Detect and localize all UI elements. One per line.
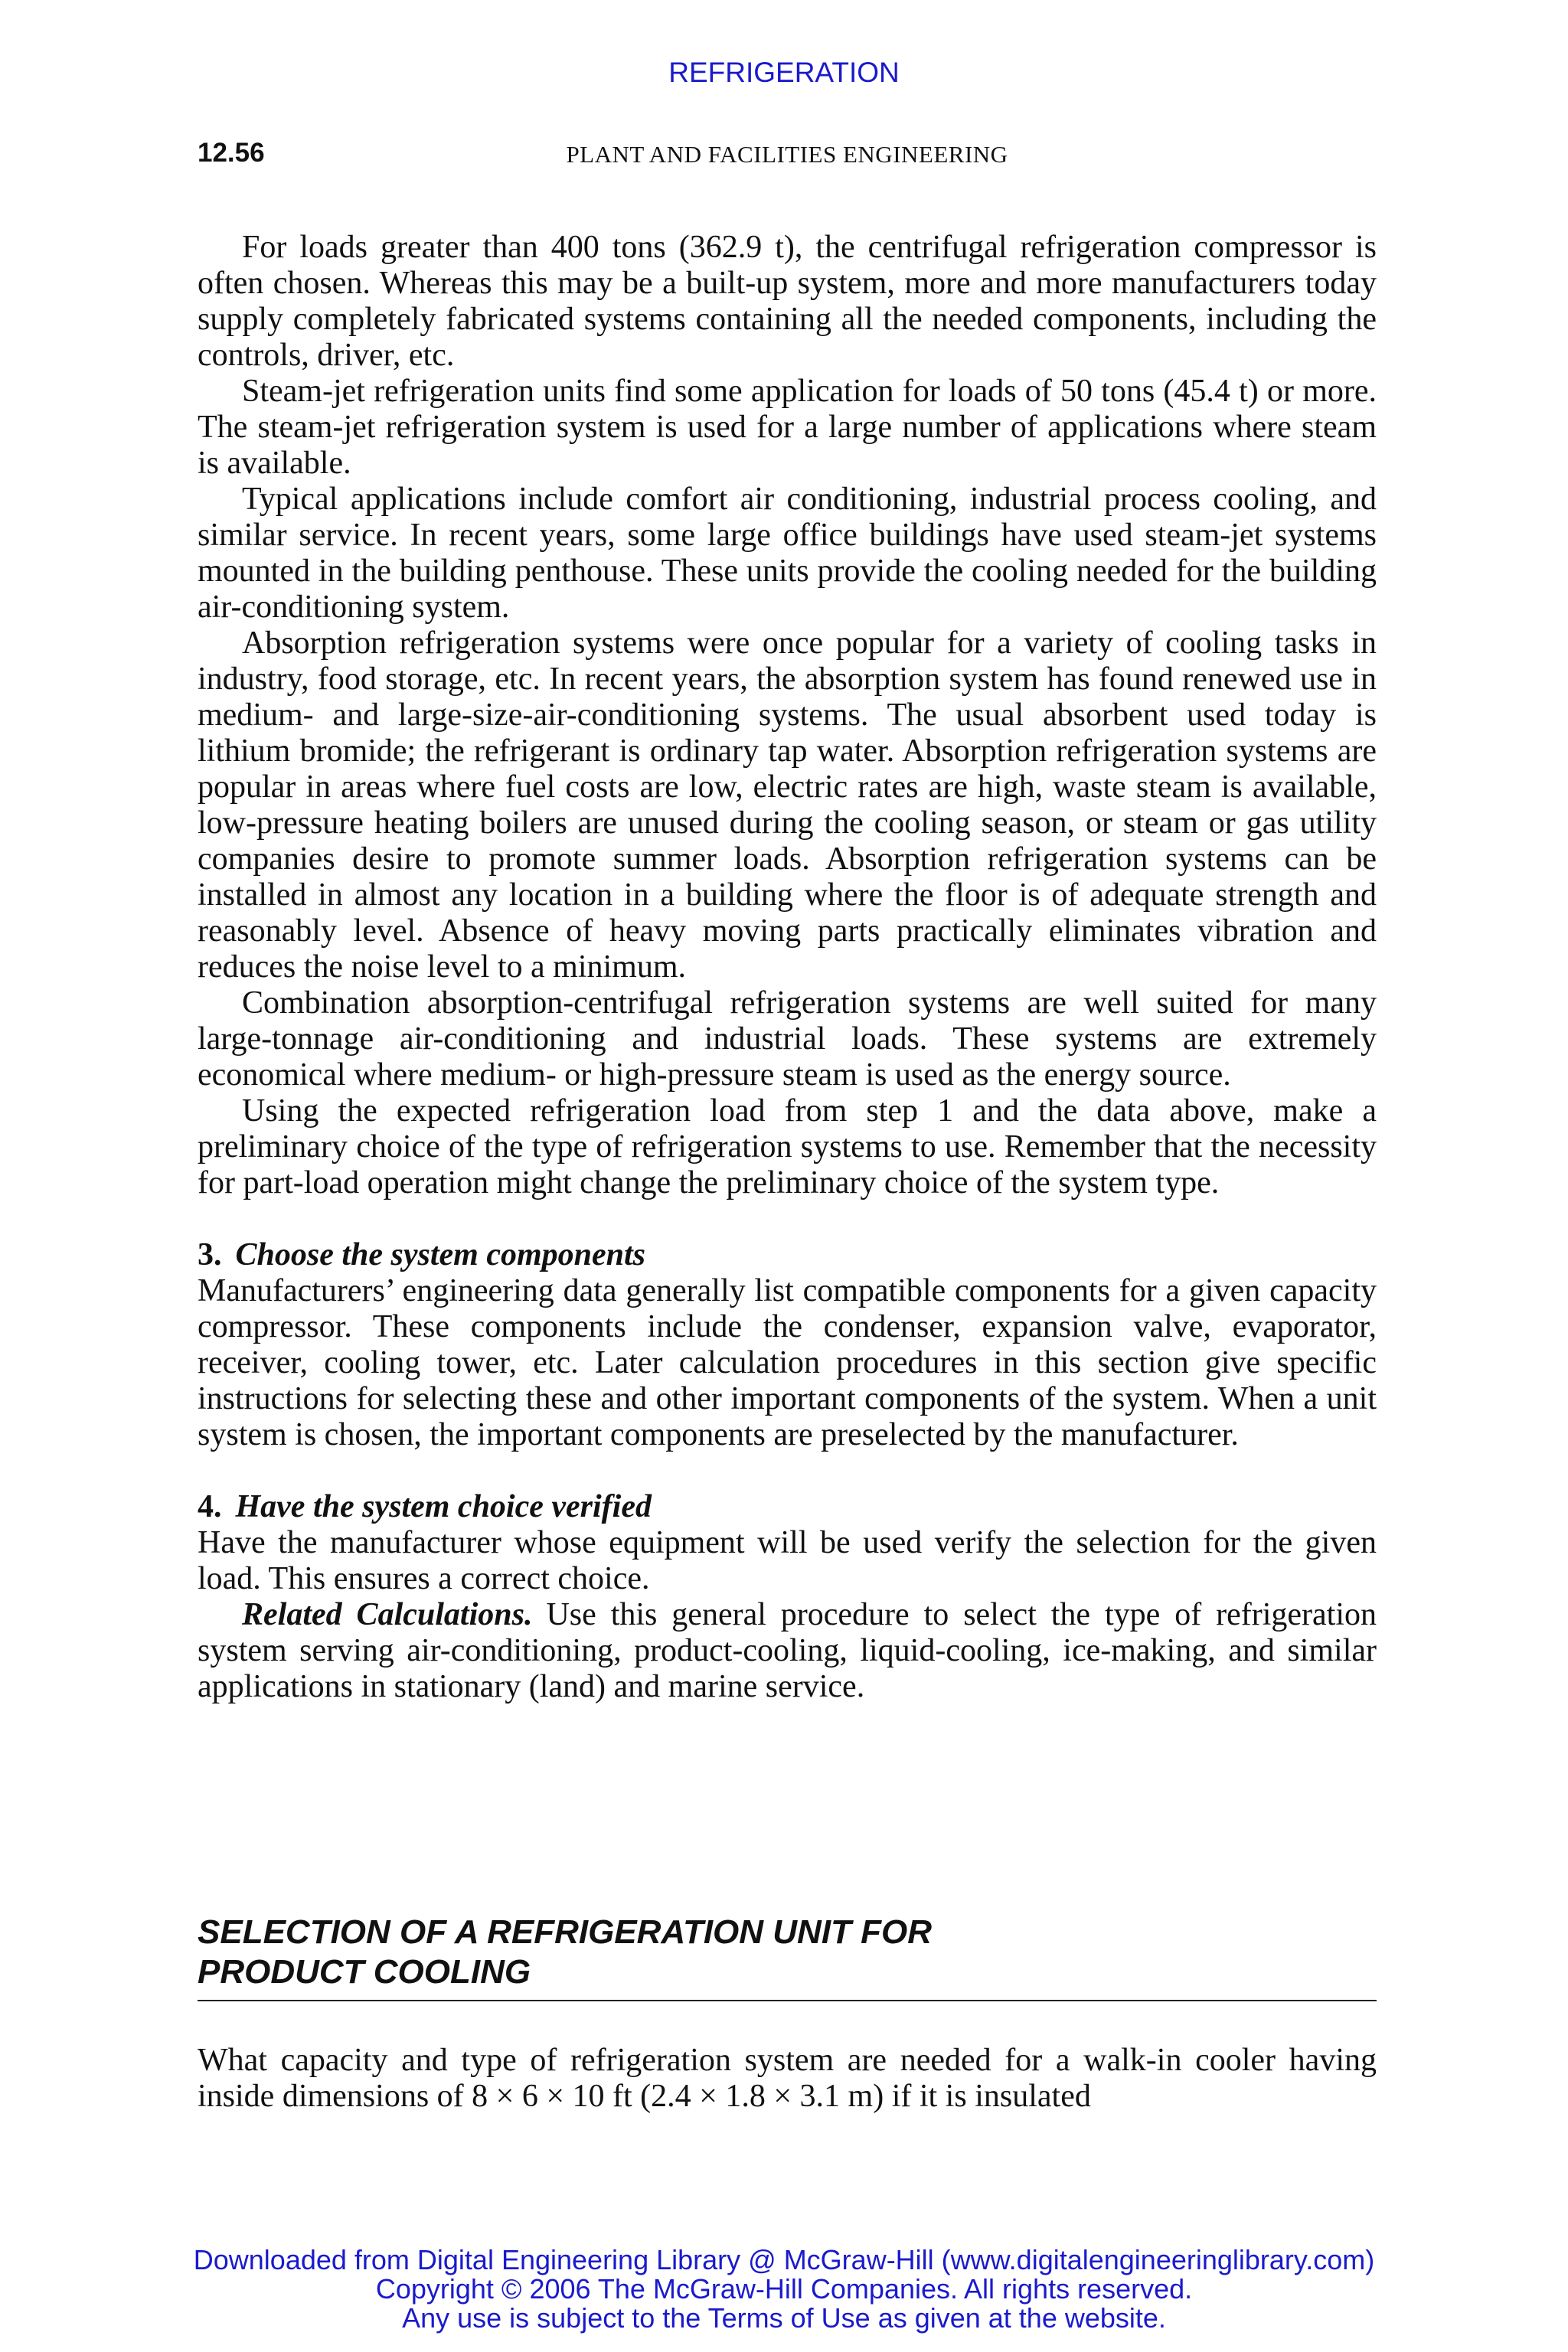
step-3	[198, 1237, 1377, 1453]
step-3-title: Choose the system components	[235, 1237, 646, 1272]
footer-download-line[interactable]: Downloaded from Digital Engineering Library @ McGraw-Hill (www.digitalengineeringlibrary.com)	[193, 2244, 1375, 2275]
paragraph-combination: Combination absorption-centrifugal refrigeration systems are well suited for many large-tonnage air-conditioning and industrial loads. These systems are extremely economical where medium- or high-pressure steam is used as the energy source.	[198, 985, 1377, 1093]
paragraph-absorption: Absorption refrigeration systems were once popular for a variety of cooling tasks in industry, food storage, etc. In recent years, the absorption system has found renewed use in medium- and large-size-air-conditioning systems. The usual absorbent used today is lithium bromide; the refrigerant is ordinary tap water. Absorption refrigeration systems are popular in areas where fuel costs are low, electric rates are high, waste steam is available, low-pressure heating boilers are unused during the cooling season, or steam or gas utility companies desire to promote summer loads. Absorption refrigeration systems can be installed in almost any location in a building where the floor is of adequate strength and reasonably level. Absence of heavy moving parts practically eliminates vibration and reduces the noise level to a minimum.	[198, 626, 1377, 985]
step-4-number: 4.	[198, 1489, 222, 1524]
related-calculations	[198, 1597, 1377, 1705]
footer-terms-line: Any use is subject to the Terms of Use as given at the website.	[402, 2302, 1166, 2334]
section-problem-text: What capacity and type of refrigeration system are needed for a walk-in cooler having inside dimensions of 8 × 6 × 10 ft (2.4 × 1.8 × 3.1 m) if it is insulated	[198, 2043, 1377, 2114]
step-3-number: 3.	[198, 1237, 222, 1272]
book-title: PLANT AND FACILITIES ENGINEERING	[566, 141, 1008, 168]
section-heading-line-1: SELECTION OF A REFRIGERATION UNIT FOR	[198, 1913, 933, 1951]
footer	[0, 2246, 1568, 2333]
step-3-text: Manufacturers’ engineering data generally list compatible components for a given capacity compressor. These components include the condenser, expansion valve, evaporator, receiver, cooling tower, etc. Later calculation procedures in this section give specific instructions for selecting these and other important components of the system. When a unit system is chosen, the important components are preselected by the manufacturer.	[198, 1273, 1377, 1452]
related-calculations-label: Related Calculations.	[242, 1597, 533, 1632]
step-4-title: Have the system choice verified	[235, 1489, 652, 1524]
step-4	[198, 1489, 1377, 1705]
paragraph-steam-jet: Steam-jet refrigeration units find some application for loads of 50 tons (45.4 t) or more. The steam-jet refrigeration system is used for a large number of applications where steam is available.	[198, 374, 1377, 481]
section-heading	[198, 1913, 1377, 2001]
step-3-heading	[198, 1237, 1377, 1273]
paragraph-centrifugal: For loads greater than 400 tons (362.9 t), the centrifugal refrigeration compressor is often chosen. Whereas this may be a built-up system, more and more manufacturers today supply completely fabricated systems containing all the needed components, including the controls, driver, etc.	[198, 230, 1377, 373]
section-heading-line-2: PRODUCT COOLING	[198, 1953, 531, 1991]
page-number: 12.56	[198, 138, 265, 168]
paragraph-preliminary-choice: Using the expected refrigeration load from step 1 and the data above, make a preliminary choice of the type of refrigeration systems to use. Remember that the necessity for part-load operation might change the preliminary choice of the system type.	[198, 1093, 1377, 1200]
related-calculations-text: Use this general procedure to select the type of refrigeration system serving air-conditioning, product-cooling, liquid-cooling, ice-making, and similar applications in stationary (land) and marine service.	[198, 1597, 1377, 1704]
body-text	[198, 230, 1377, 1705]
running-head	[198, 138, 1377, 176]
section-body	[198, 2043, 1377, 2115]
paragraph-typical-applications: Typical applications include comfort air conditioning, industrial process cooling, and similar service. In recent years, some large office buildings have used steam-jet systems mounted in the building penthouse. These units provide the cooling needed for the building air-conditioning system.	[198, 482, 1377, 625]
chapter-banner: REFRIGERATION	[668, 57, 900, 88]
step-4-text: Have the manufacturer whose equipment will be used verify the selection for the given load. This ensures a correct choice.	[198, 1525, 1377, 1596]
footer-copyright-line: Copyright © 2006 The McGraw-Hill Companies. All rights reserved.	[375, 2273, 1193, 2305]
step-4-heading	[198, 1489, 1377, 1525]
